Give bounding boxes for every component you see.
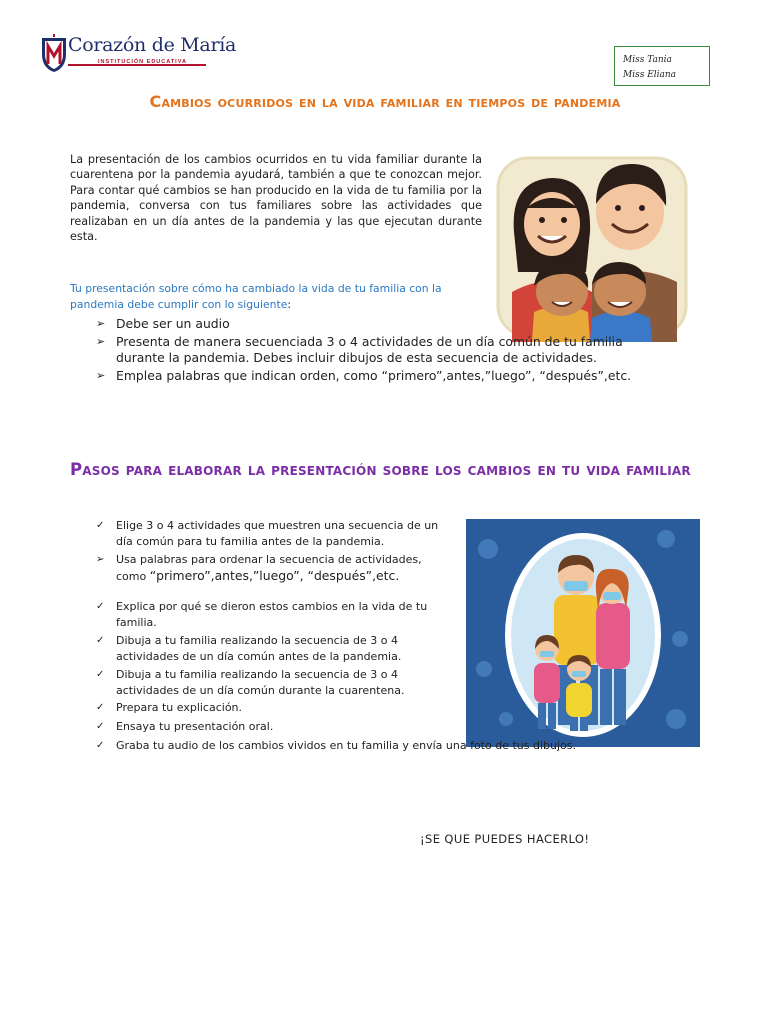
- list-item: [96, 334, 636, 366]
- section-title: Pasos para elaborar la presentación sobre los cambios en tu vida familiar: [70, 460, 691, 479]
- list-item: [96, 368, 636, 384]
- list-item: [96, 633, 456, 665]
- requirements-lead-text: Tu presentación sobre cómo ha cambiado la vida de tu familia con la pandemia debe cumplir con lo siguiente: [70, 282, 442, 311]
- step-text: Dibuja a tu familia realizando la secuencia de 3 o 4 actividades de un día común durante la cuarentena.: [116, 668, 405, 697]
- list-item: [96, 599, 451, 631]
- requirement-text: Presenta de manera secuenciada 3 o 4 actividades de un día común de tu familia durante la pandemia. Debes incluir dibujos de esta secuencia de actividades.: [116, 334, 623, 365]
- list-item: [96, 552, 451, 585]
- teacher-name-2: Miss Eliana: [623, 70, 677, 80]
- closing-message: ¡SE QUE PUEDES HACERLO!: [420, 832, 590, 846]
- requirement-text: Debe ser un audio: [116, 316, 230, 331]
- requirements-lead: [70, 281, 488, 313]
- step-text: Dibuja a tu familia realizando la secuencia de 3 o 4 actividades de un día común antes de la pandemia.: [116, 634, 402, 663]
- main-title: Cambios ocurridos en la vida familiar en tiempos de pandemia: [149, 92, 621, 111]
- step-text: Graba tu audio de los cambios vividos en tu familia y envía una foto de tus dibujos.: [116, 739, 576, 752]
- intro-paragraph: La presentación de los cambios ocurridos en tu vida familiar durante la cuarentena por la pandemia ayudará, también a que te conozcan mejor. Para contar qué cambios se han producido en la vida de tu familia por la pandemia, conversa con tus familiares sobre las actividades que realizaban en un día antes de la pandemia y las que ejecutan durante esta.: [70, 153, 482, 244]
- list-item: [96, 700, 696, 716]
- list-item: [96, 518, 451, 550]
- requirements-list: [96, 316, 656, 386]
- requirements-lead-colon: :: [287, 298, 291, 311]
- step-text: Prepara tu explicación.: [116, 701, 243, 714]
- step-text: Usa palabras para ordenar la secuencia de actividades, como: [116, 553, 422, 583]
- requirement-text: Emplea palabras que indican orden, como “primero”,antes,”luego”, “después”,etc.: [116, 368, 632, 383]
- list-item: [96, 738, 696, 754]
- list-item: [96, 667, 456, 699]
- teacher-box: [614, 46, 710, 86]
- steps-list: [96, 518, 696, 754]
- step-order-words: “primero”,antes,”luego”, “después”,etc.: [149, 568, 400, 583]
- logo-subtitle: INSTITUCIÓN EDUCATIVA: [98, 59, 187, 65]
- step-text: Explica por qué se dieron estos cambios en la vida de tu familia.: [116, 600, 428, 629]
- logo-text: Corazón de María: [68, 34, 237, 56]
- list-item: [96, 719, 696, 735]
- step-text: Ensaya tu presentación oral.: [116, 720, 274, 733]
- teacher-name-1: Miss Tania: [623, 55, 672, 65]
- step-text: Elige 3 o 4 actividades que muestren una secuencia de un día común para tu familia antes de la pandemia.: [116, 519, 439, 548]
- list-item: [96, 316, 656, 332]
- family-illustration: [492, 152, 692, 342]
